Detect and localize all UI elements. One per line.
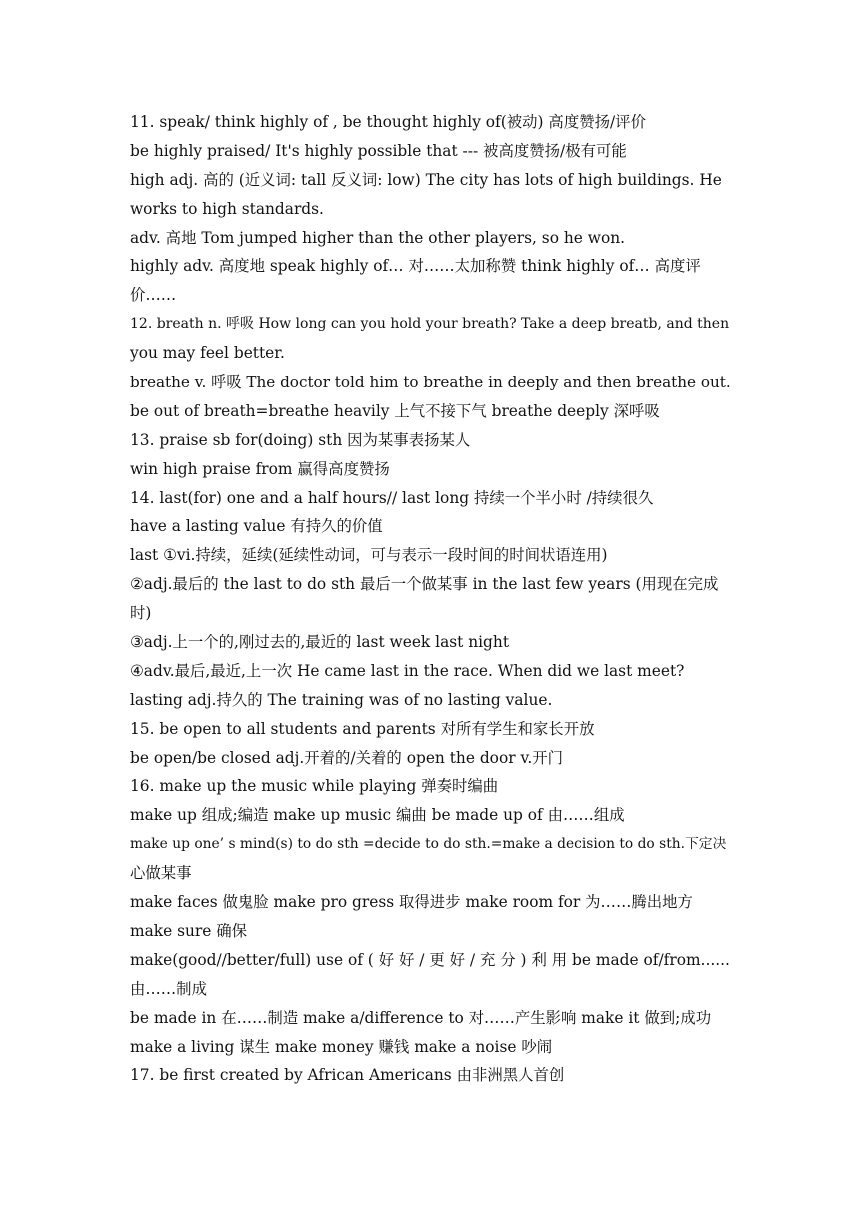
text-line: be highly praised/ It's highly possible that --- 被高度赞扬/极有可能 <box>130 141 627 160</box>
text-line: 13. praise sb for(doing) sth 因为某事表扬某人 <box>130 430 471 449</box>
text-line: ④adv.最后,最近,上一次 He came last in the race. When did we last meet? <box>130 661 685 680</box>
text-line: 由……制成 <box>130 979 207 998</box>
text-line: lasting adj.持久的 The training was of no lasting value. <box>130 690 553 709</box>
text-line: win high praise from 赢得高度赞扬 <box>130 459 390 478</box>
text-line: have a lasting value 有持久的价值 <box>130 517 383 536</box>
text-line: make sure 确保 <box>130 921 248 940</box>
text-line: you may feel better. <box>130 344 285 363</box>
text-line: ②adj.最后的 the last to do sth 最后一个做某事 in the last few years (用现在完成 <box>130 575 719 594</box>
text-line: 15. be open to all students and parents 对所有学生和家长开放 <box>130 719 595 738</box>
text-line: ③adj.上一个的,刚过去的,最近的 last week last night <box>130 633 510 652</box>
text-line: works to high standards. <box>130 199 324 218</box>
text-line: make(good//better/full) use of ( 好 好 / 更 好 / 充 分 ) 利 用 be made of/from...... <box>130 950 730 969</box>
text-line: be out of breath=breathe heavily 上气不接下气 breathe deeply 深呼吸 <box>130 401 660 420</box>
text-line: 心做某事 <box>130 864 192 883</box>
text-line: 11. speak/ think highly of , be thought highly of(被动) 高度赞扬/评价 <box>130 113 646 131</box>
text-line: be open/be closed adj.开着的/关着的 open the door v.开门 <box>130 748 564 767</box>
text-line: make up 组成;编造 make up music 编曲 be made up of 由……组成 <box>130 806 625 825</box>
document-page <box>130 108 732 1090</box>
text-line: 时) <box>130 604 152 623</box>
text-line: 12. breath n. 呼吸 How long can you hold your breath? Take a deep breatb, and then <box>130 316 730 333</box>
text-line: high adj. 高的 (近义词: tall 反义词: low) The city has lots of high buildings. He <box>130 170 722 189</box>
text-line: 16. make up the music while playing 弹奏时编曲 <box>130 777 499 796</box>
text-line: 14. last(for) one and a half hours// last long 持续一个半小时 /持续很久 <box>130 488 654 507</box>
text-line: make a living 谋生 make money 赚钱 make a noise 吵闹 <box>130 1037 553 1056</box>
text-line: make up one’ s mind(s) to do sth =decide to do sth.=make a decision to do sth.下定决 <box>130 836 727 853</box>
text-line: 价…… <box>130 286 177 305</box>
text-line: last ①vi.持续，延续(延续性动词，可与表示一段时间的时间状语连用) <box>130 546 608 565</box>
text-line: be made in 在……制造 make a/difference to 对……产生影响 make it 做到;成功 <box>130 1008 712 1027</box>
text-line: make faces 做鬼脸 make pro gress 取得进步 make room for 为……腾出地方 <box>130 893 693 912</box>
text-line: highly adv. 高度地 speak highly of… 对……太加称赞 think highly of… 高度评 <box>130 257 701 276</box>
text-line: 17. be first created by African Americans 由非洲黑人首创 <box>130 1066 565 1085</box>
text-line: adv. 高地 Tom jumped higher than the other players, so he won. <box>130 228 626 247</box>
text-line: breathe v. 呼吸 The doctor told him to breathe in deeply and then breathe out. <box>130 373 731 392</box>
